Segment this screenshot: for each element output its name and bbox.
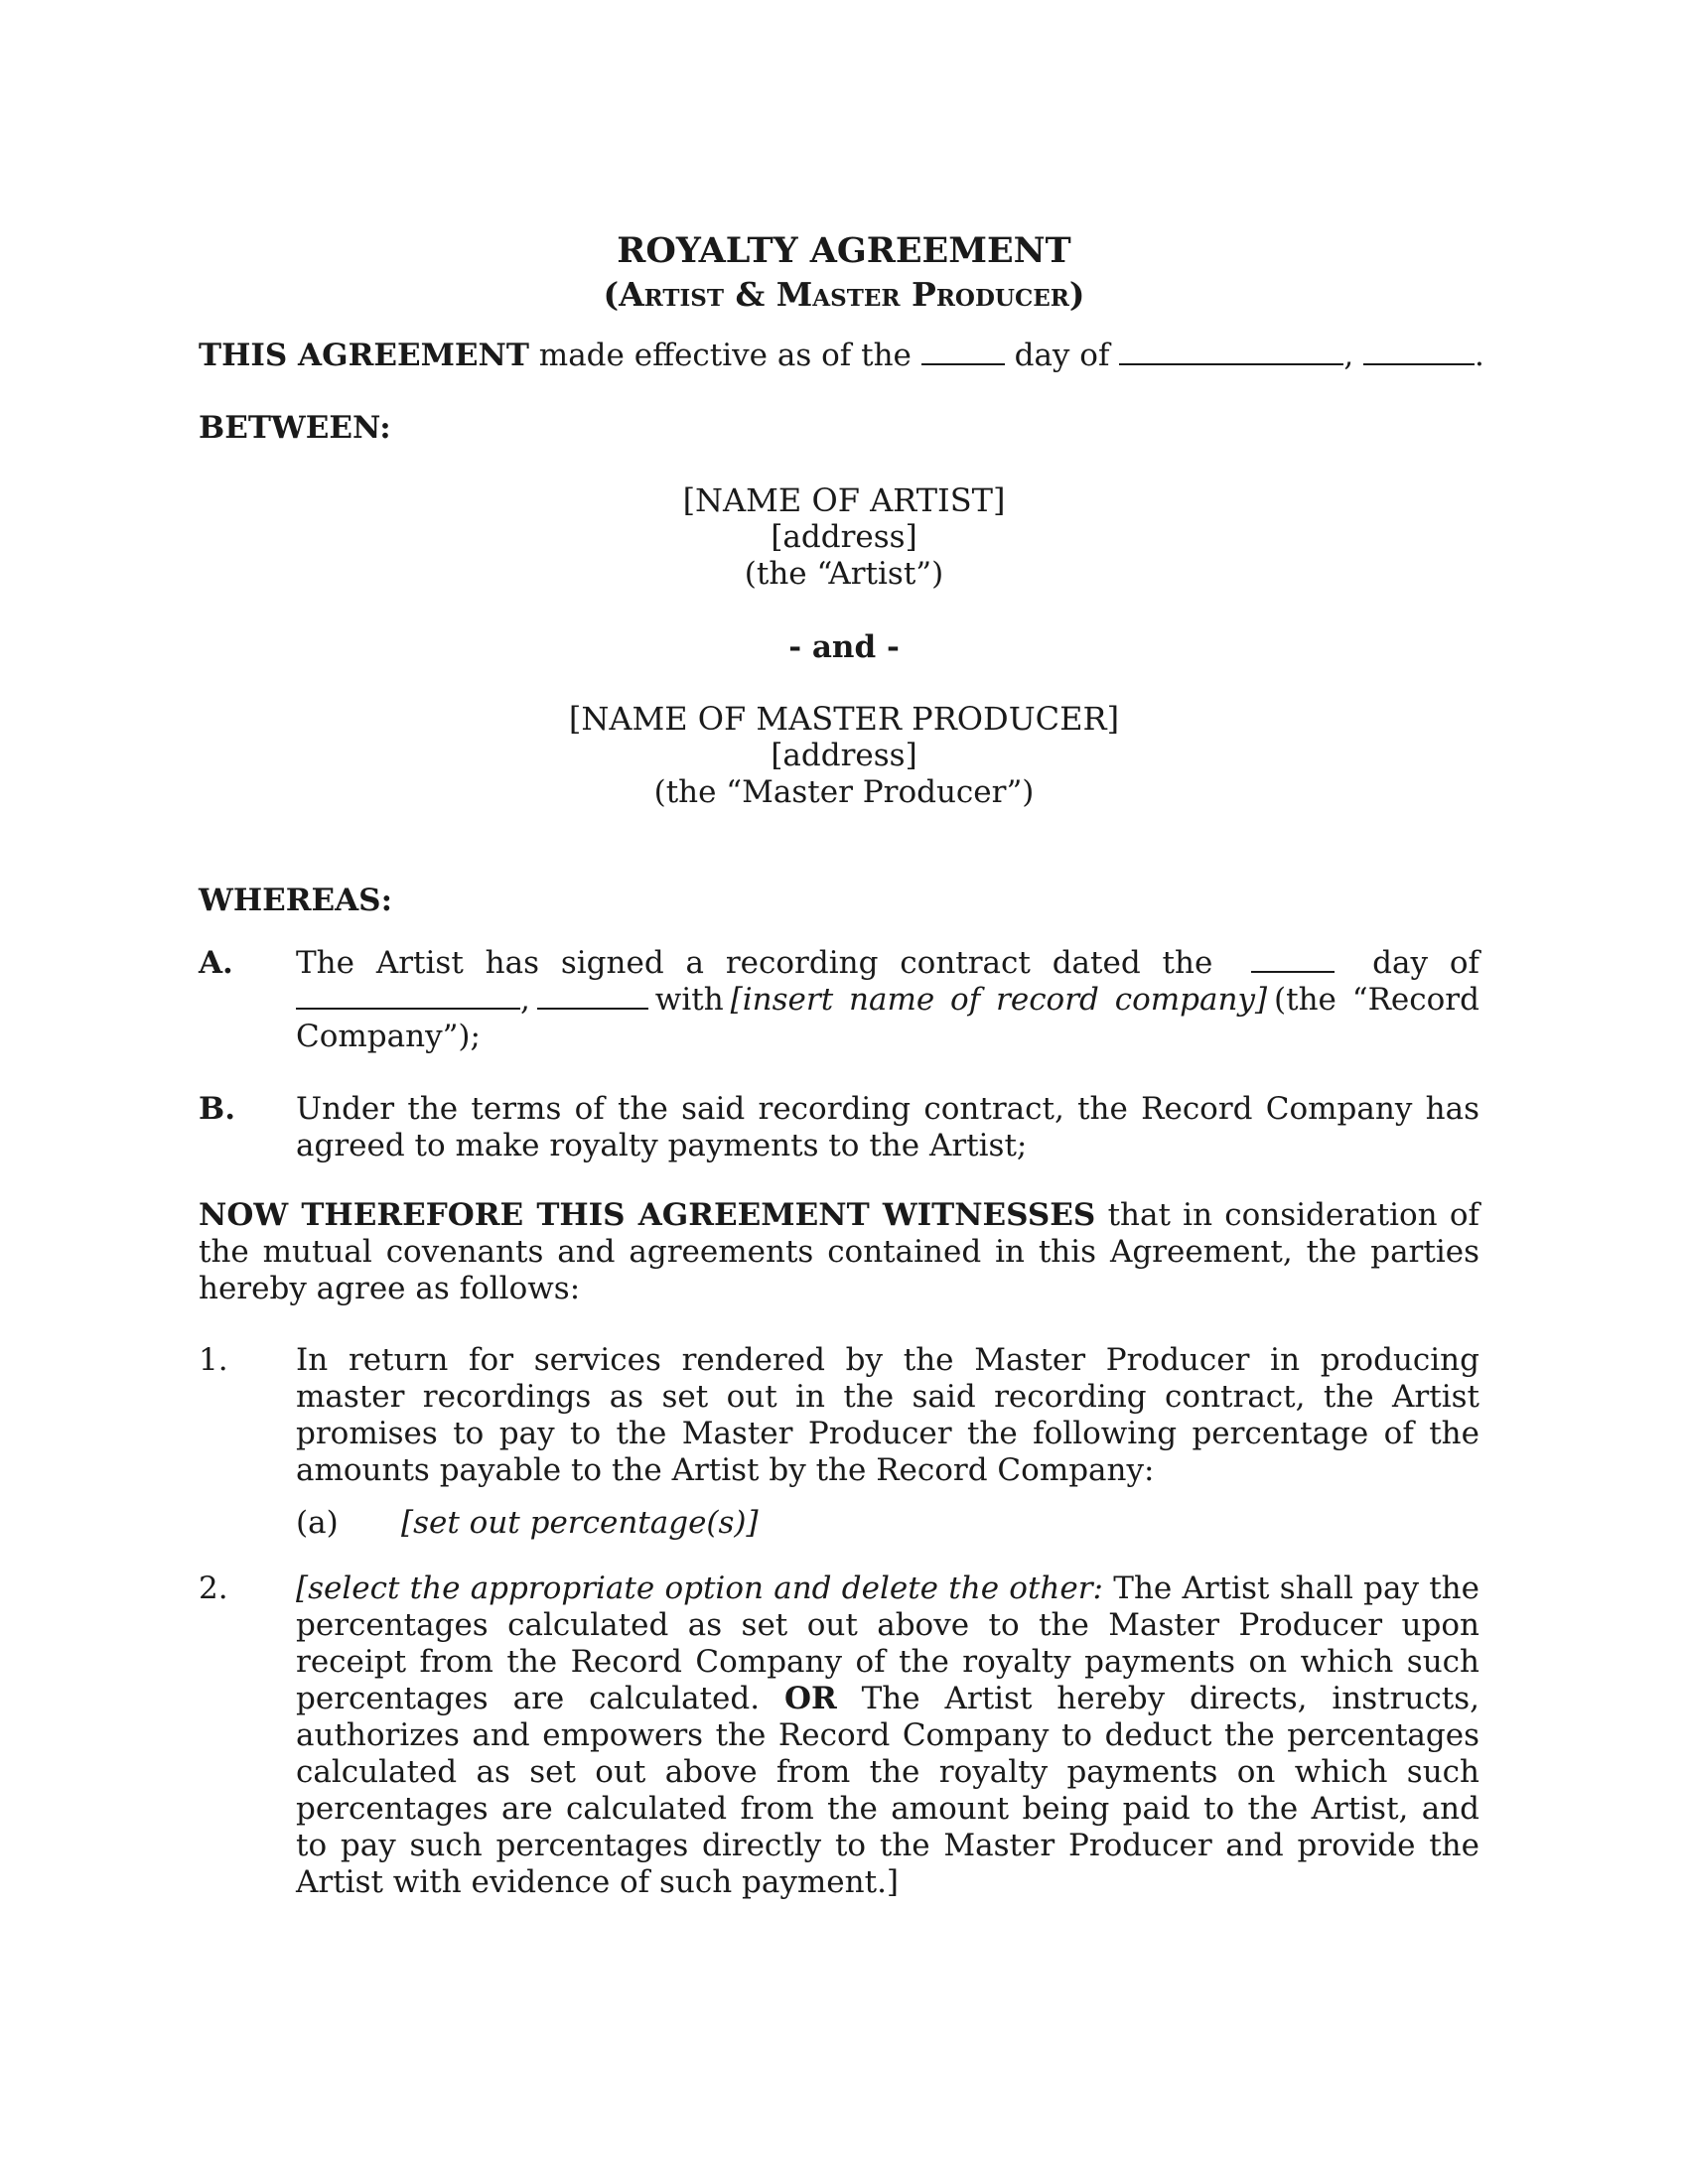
clause-2-option-1: The Artist shall pay the percentages calculated as set out above to the Master Producer upon receipt from the Record Company of the royalty payments on which such percentages are calculated. <box>296 1570 1479 1716</box>
and-separator: - and - <box>788 629 900 665</box>
recital-b-label: B. <box>199 1091 235 1127</box>
clause-1a-text: [set out percentage(s)] <box>401 1505 759 1541</box>
party-producer-block <box>397 701 1291 811</box>
clause-2-option-2: The Artist hereby directs, instructs, authorizes and empowers the Record Company to deduct the percentages calculated as set out above from the royalty payments on which such percentages are calculated from the amount being paid to the Artist, and to pay such percentages directly to the Master Producer and provide the Artist with evidence of such payment.] <box>296 1681 1479 1900</box>
recital-a-text-1: The Artist has signed a recording contract dated the <box>296 945 1213 981</box>
whereas-heading: WHEREAS: <box>199 883 393 918</box>
producer-address: [address] <box>771 738 917 773</box>
clause-2-or: OR <box>783 1681 837 1716</box>
clause-2-label: 2. <box>199 1570 228 1606</box>
recital-a-text <box>296 945 1479 1055</box>
clause-1-label: 1. <box>199 1342 228 1378</box>
intro-comma: , <box>1343 338 1354 373</box>
intro-lead: THIS AGREEMENT <box>199 338 529 373</box>
intro-period: . <box>1475 338 1484 373</box>
clause-1-text: In return for services rendered by the Master Producer in producing master recordings as set out in the said recording contract, the Artist promises to pay to the Master Producer the following percentage of the amounts payable to the Artist by the Record Company: <box>296 1342 1479 1488</box>
recital-a-text-2: day of <box>1372 945 1479 981</box>
clause-1a-label: (a) <box>296 1505 339 1541</box>
day-blank <box>921 340 1005 365</box>
clause-2-text <box>296 1570 1479 1901</box>
witness-paragraph <box>199 1197 1479 1307</box>
witness-lead: NOW THEREFORE THIS AGREEMENT WITNESSES <box>199 1197 1096 1233</box>
record-company-placeholder: [insert name of record company] <box>730 982 1268 1018</box>
witness-text: that in consideration of the mutual covenants and agreements contained in this Agreement, the parties hereby agree as follows: <box>199 1197 1480 1306</box>
document-subtitle: (Artist & Master Producer) <box>603 275 1085 314</box>
recital-a-line-1 <box>296 945 1479 982</box>
recital-a-label: A. <box>199 945 233 981</box>
intro-text-2: day of <box>1014 338 1110 373</box>
recital-a-line-2 <box>296 982 1479 1019</box>
recital-a-rest: (the “Record <box>1274 982 1479 1018</box>
party-artist-block <box>397 482 1291 593</box>
intro-line <box>199 338 1489 374</box>
artist-name: [NAME OF ARTIST] <box>682 481 1006 519</box>
artist-defined-term: (the “Artist”) <box>744 556 944 592</box>
between-heading: BETWEEN: <box>199 410 391 446</box>
recital-b-text: Under the terms of the said recording contract, the Record Company has agreed to make royalty payments to the Artist; <box>296 1091 1479 1163</box>
document-title: ROYALTY AGREEMENT <box>617 230 1071 271</box>
contract-month-blank <box>296 984 520 1010</box>
contract-year-blank <box>537 984 648 1010</box>
recital-a-line-3: Company”); <box>296 1019 481 1054</box>
year-blank <box>1363 340 1475 365</box>
producer-name: [NAME OF MASTER PRODUCER] <box>568 700 1120 738</box>
month-blank <box>1119 340 1343 365</box>
intro-text-1: made effective as of the <box>538 338 912 373</box>
recital-a-with: with <box>654 982 724 1018</box>
producer-defined-term: (the “Master Producer”) <box>653 774 1035 810</box>
recital-a-comma: , <box>520 982 530 1018</box>
clause-2-instruction: [select the appropriate option and delete the other: <box>296 1570 1103 1606</box>
artist-address: [address] <box>771 519 917 555</box>
contract-day-blank <box>1251 947 1335 973</box>
